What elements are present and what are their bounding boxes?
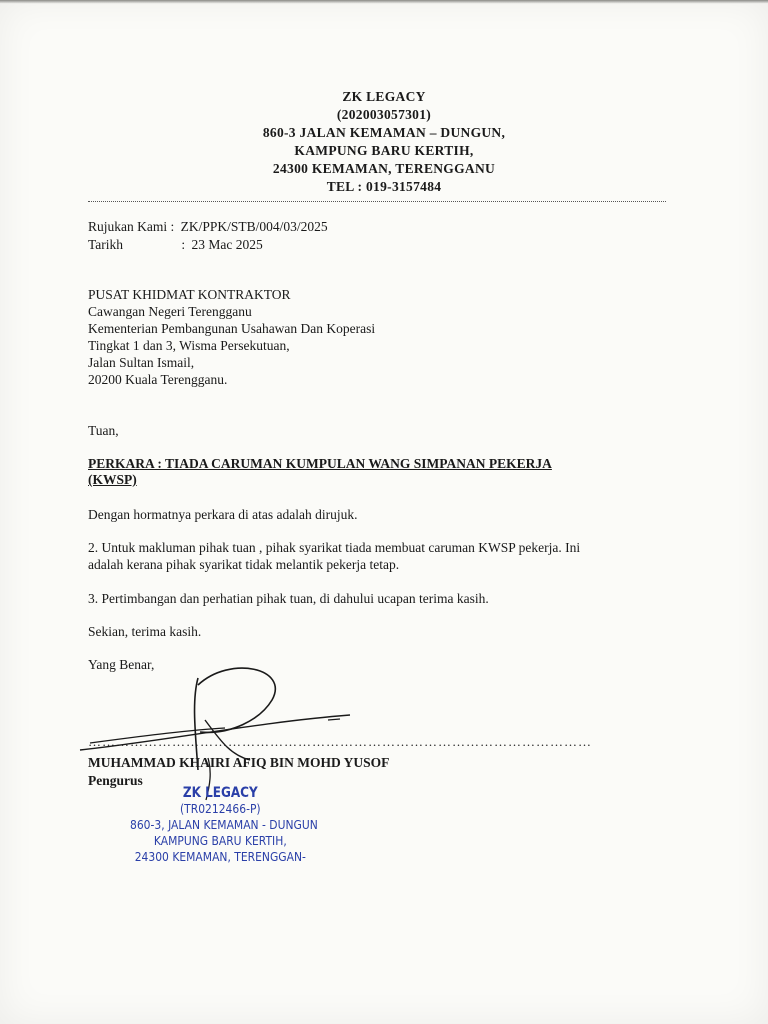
reference-separator: : xyxy=(170,219,175,234)
stamp-address-line3: 24300 KEMAMAN, TERENGGAN- xyxy=(134,849,306,864)
page-edge-shadow xyxy=(0,0,768,4)
recipient-line2: Cawangan Negeri Terengganu xyxy=(88,304,252,319)
stamp-address-line2: KAMPUNG BARU KERTIH, xyxy=(153,833,287,848)
reference-row xyxy=(88,218,328,236)
company-name: ZK LEGACY xyxy=(342,89,426,104)
paragraph-2-line1: 2. Untuk makluman pihak tuan , pihak syarikat tiada membuat caruman KWSP pekerja. Ini xyxy=(88,540,581,555)
company-address-line2: KAMPUNG BARU KERTIH, xyxy=(294,143,474,158)
signatory-name: MUHAMMAD KHAIRI AFIQ BIN MOHD YUSOF xyxy=(88,755,390,770)
stamp-registration: (TR0212466-P) xyxy=(179,801,261,816)
recipient-address xyxy=(88,286,375,388)
date-value: 23 Mac 2025 xyxy=(191,237,263,252)
reference-block xyxy=(88,218,328,254)
paragraph-2-line2: adalah kerana pihak syarikat tidak melantik pekerja tetap. xyxy=(88,557,400,572)
subject-line2: (KWSP) xyxy=(88,472,137,487)
salutation: Tuan, xyxy=(88,423,119,438)
recipient-line4: Tingkat 1 dan 3, Wisma Persekutuan, xyxy=(88,338,290,353)
company-stamp xyxy=(130,785,318,865)
date-label: Tarikh xyxy=(88,237,124,252)
reference-value: ZK/PPK/STB/004/03/2025 xyxy=(180,219,328,234)
signature-dotted-line: ……………………………………………………………………………………………… xyxy=(88,734,592,749)
date-separator: : xyxy=(181,237,186,252)
stamp-address-line1: 860-3, JALAN KEMAMAN - DUNGUN xyxy=(130,817,318,832)
company-address-line3: 24300 KEMAMAN, TERENGGANU xyxy=(272,161,496,176)
recipient-line3: Kementerian Pembangunan Usahawan Dan Koperasi xyxy=(88,321,376,336)
reference-label: Rujukan Kami xyxy=(88,219,168,234)
subject-line1: PERKARA : TIADA CARUMAN KUMPULAN WANG SIMPANAN PEKERJA xyxy=(88,456,552,471)
signatory-position: Pengurus xyxy=(88,773,143,788)
paragraph-3: 3. Pertimbangan dan perhatian pihak tuan, di dahului ucapan terima kasih. xyxy=(88,591,489,606)
header-divider xyxy=(88,201,666,202)
letterhead xyxy=(0,88,768,196)
closing-thanks: Sekian, terima kasih. xyxy=(88,624,202,639)
paragraph-1: Dengan hormatnya perkara di atas adalah dirujuk. xyxy=(88,507,358,522)
recipient-line1: PUSAT KHIDMAT KONTRAKTOR xyxy=(88,287,291,302)
company-address-line1: 860-3 JALAN KEMAMAN – DUNGUN, xyxy=(262,125,506,140)
company-registration: (202003057301) xyxy=(336,107,432,122)
date-row xyxy=(88,236,328,254)
company-phone: TEL : 019-3157484 xyxy=(326,179,442,194)
recipient-line6: 20200 Kuala Terengganu. xyxy=(88,372,228,387)
recipient-line5: Jalan Sultan Ismail, xyxy=(88,355,195,370)
closing-regards: Yang Benar, xyxy=(88,657,155,672)
stamp-company-name: ZK LEGACY xyxy=(182,785,258,801)
